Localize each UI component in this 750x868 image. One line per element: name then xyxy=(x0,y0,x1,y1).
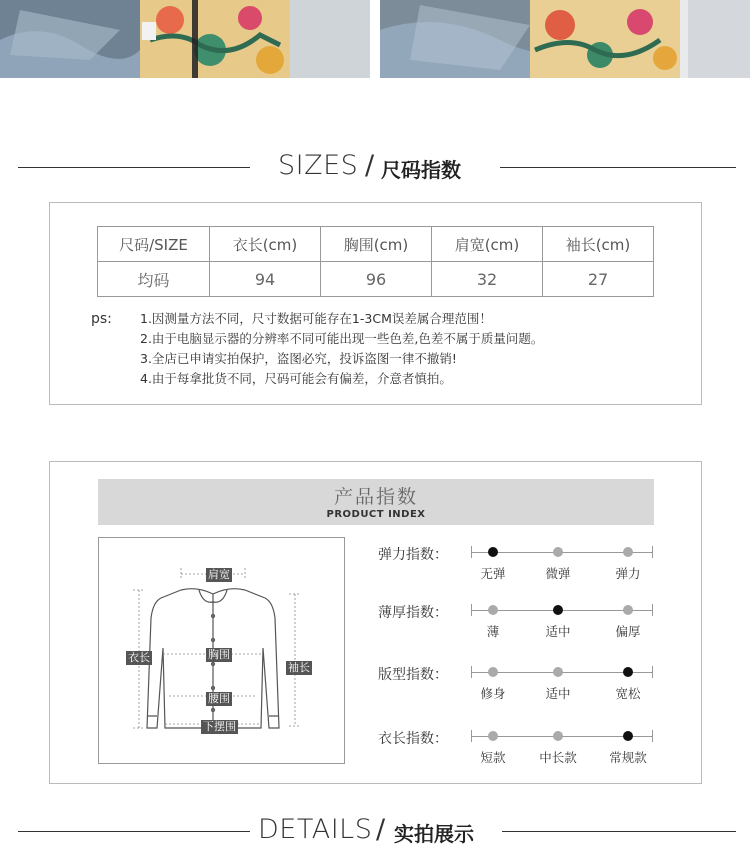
index-option: 适中 xyxy=(545,624,571,639)
product-index-banner xyxy=(98,479,654,525)
index-label: 版型指数： xyxy=(378,667,448,683)
sizes-heading xyxy=(0,148,750,188)
details-heading-zh: 实拍展示 xyxy=(394,822,474,846)
index-track-cap xyxy=(652,546,653,558)
size-table-header: 胸围(cm) xyxy=(321,227,432,262)
index-option: 宽松 xyxy=(615,686,641,701)
heading-rule-left xyxy=(18,831,250,832)
garment-label-waist: 腰围 xyxy=(208,692,230,705)
index-track-cap xyxy=(471,604,472,616)
size-table-header: 衣长(cm) xyxy=(210,227,321,262)
index-dot-selected xyxy=(553,605,563,615)
index-scales xyxy=(378,544,678,764)
index-option: 适中 xyxy=(545,686,571,701)
heading-slash: / xyxy=(365,150,375,181)
garment-diagram xyxy=(98,537,345,764)
size-table-cell: 27 xyxy=(543,262,654,297)
size-table-cell: 32 xyxy=(432,262,543,297)
index-track-cap xyxy=(652,604,653,616)
index-track-cap xyxy=(471,730,472,742)
garment-label-shoulder: 肩宽 xyxy=(208,568,230,581)
size-table-cell: 96 xyxy=(321,262,432,297)
index-dot-selected xyxy=(488,547,498,557)
index-row xyxy=(378,602,678,642)
size-table-header: 肩宽(cm) xyxy=(432,227,543,262)
size-table-row xyxy=(98,262,654,297)
garment-label-hem: 下摆围 xyxy=(203,720,236,733)
notes-list xyxy=(140,309,660,389)
index-track-cap xyxy=(652,730,653,742)
index-row xyxy=(378,544,678,584)
note-item: 1.因测量方法不同，尺寸数据可能存在1-3CM误差属合理范围！ xyxy=(140,311,492,326)
notes-label: ps: xyxy=(91,311,112,327)
heading-rule-right xyxy=(500,167,736,168)
index-label: 薄厚指数： xyxy=(378,605,448,621)
index-option: 微弹 xyxy=(545,566,571,581)
index-option: 修身 xyxy=(480,686,506,701)
note-item: 3.全店已申请实拍保护，盗图必究，投诉盗图一律不撤销! xyxy=(140,351,457,366)
index-option: 常规款 xyxy=(609,750,647,765)
index-option: 中长款 xyxy=(539,750,577,765)
heading-slash: / xyxy=(376,814,386,845)
sizes-heading-zh: 尺码指数 xyxy=(381,158,461,182)
index-option: 弹力 xyxy=(615,566,641,581)
index-dot-selected xyxy=(623,731,633,741)
sizes-heading-en: SIZES xyxy=(278,150,359,181)
index-track-cap xyxy=(471,546,472,558)
garment-label-length: 衣长 xyxy=(128,651,150,664)
product-photo-left xyxy=(0,0,370,78)
details-heading xyxy=(0,812,750,852)
index-dot xyxy=(488,731,498,741)
size-table xyxy=(97,226,654,297)
index-dot xyxy=(488,605,498,615)
index-option: 偏厚 xyxy=(615,624,641,639)
note-item: 2.由于电脑显示器的分辨率不同可能出现一些色差,色差不属于质量问题。 xyxy=(140,331,544,346)
index-dot xyxy=(623,605,633,615)
size-table-header: 袖长(cm) xyxy=(543,227,654,262)
product-photo-right xyxy=(380,0,750,78)
size-table-header: 尺码/SIZE xyxy=(98,227,210,262)
index-track-cap xyxy=(652,666,653,678)
garment-label-chest: 胸围 xyxy=(208,648,230,661)
index-row xyxy=(378,728,678,768)
garment-label-sleeve: 袖长 xyxy=(288,661,310,674)
index-row xyxy=(378,664,678,704)
size-table-cell: 94 xyxy=(210,262,321,297)
index-dot xyxy=(553,547,563,557)
size-table-cell: 均码 xyxy=(98,262,210,297)
index-dot xyxy=(553,731,563,741)
index-dot-selected xyxy=(623,667,633,677)
index-dot xyxy=(623,547,633,557)
size-table-header-row xyxy=(98,227,654,262)
product-index-title-en: PRODUCT INDEX xyxy=(326,509,426,520)
index-track-cap xyxy=(471,666,472,678)
index-option: 无弹 xyxy=(480,566,506,581)
index-label: 弹力指数： xyxy=(378,547,448,563)
index-dot xyxy=(553,667,563,677)
index-option: 薄 xyxy=(486,624,500,639)
index-dot xyxy=(488,667,498,677)
index-label: 衣长指数： xyxy=(378,731,448,747)
product-index-title-zh: 产品指数 xyxy=(333,486,418,508)
note-item: 4.由于每拿批货不同，尺码可能会有偏差，介意者慎拍。 xyxy=(140,371,452,386)
heading-rule-left xyxy=(18,167,250,168)
details-heading-en: DETAILS xyxy=(258,814,373,845)
heading-rule-right xyxy=(502,831,736,832)
index-option: 短款 xyxy=(480,750,506,765)
product-index-panel xyxy=(49,461,702,784)
size-chart-panel xyxy=(49,202,702,405)
